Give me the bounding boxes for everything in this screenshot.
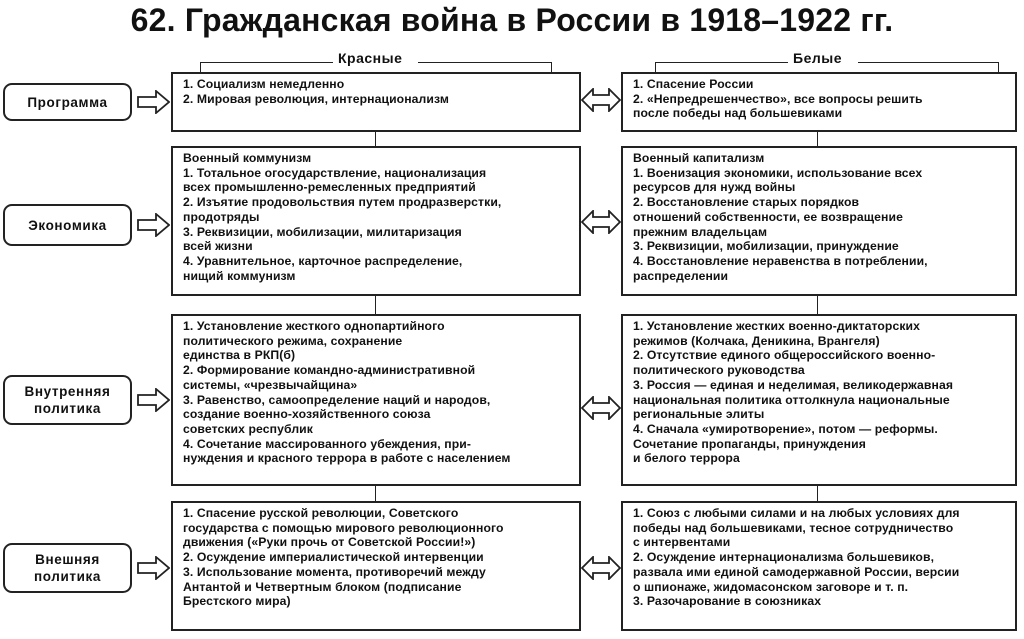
double-arrow-icon	[581, 396, 621, 420]
text-line: региональные элиты	[633, 407, 765, 422]
text-line: 3. Равенство, самоопределение наций и народов,	[183, 392, 491, 407]
row-label-foreign-policy	[3, 543, 132, 593]
text-line: политического режима, сохранение	[183, 333, 403, 348]
right-arrow-icon	[137, 388, 170, 412]
text-line: 2. Мировая революция, интернационализм	[183, 91, 449, 106]
row-label-text: политика	[34, 401, 101, 416]
right-arrow-icon	[137, 213, 170, 237]
row-label-domestic-policy	[3, 375, 132, 425]
page-title: 62. Гражданская война в России в 1918–1922 гг.	[130, 2, 894, 38]
text-line: и белого террора	[633, 451, 740, 466]
header-connector-white	[655, 62, 788, 63]
text-line: 2. Формирование командно-административной	[183, 363, 476, 378]
header-connector-red	[418, 62, 551, 63]
text-line: Военный коммунизм	[183, 151, 312, 165]
text-line: 4. Восстановление неравенства в потреблении,	[633, 253, 928, 268]
header-connector-red	[551, 62, 552, 72]
text-line: политического руководства	[633, 363, 805, 378]
text-line: о шпионаже, жидомасонском заговоре и т. п.	[633, 579, 909, 594]
text-line: системы, «чрезвычайщина»	[183, 377, 358, 392]
text-line: 2. Отсутствие единого общероссийского военно-	[633, 348, 936, 363]
double-arrow-icon	[581, 556, 621, 580]
row-connector	[817, 486, 818, 501]
right-arrow-icon	[137, 90, 170, 114]
text-line: распределении	[633, 268, 729, 283]
text-line: 1. Установление жесткого однопартийного	[183, 319, 445, 333]
row-label-text: Экономика	[28, 217, 107, 233]
row-connector	[375, 486, 376, 501]
header-connector-white	[998, 62, 999, 72]
text-line: 4. Сочетание массированного убеждения, при-	[183, 436, 472, 451]
text-line: 2. Осуждение интернационализма большевиков,	[633, 550, 935, 565]
text-line: движения («Руки прочь от Советской России!»)	[183, 535, 476, 550]
text-line: развала ими единой самодержавной России, версии	[633, 564, 960, 579]
text-line: 1. Установление жестких военно-диктаторских	[633, 319, 921, 333]
white-program-box	[621, 72, 1017, 132]
row-connector	[817, 296, 818, 314]
row-connector	[817, 132, 818, 146]
row-connector	[375, 132, 376, 146]
text-line: создание военно-хозяйственного союза	[183, 407, 431, 422]
column-header-white: Белые	[793, 50, 842, 66]
text-line: продотряды	[183, 209, 260, 224]
text-line: 2. «Непредрешенчество», все вопросы решить	[633, 91, 923, 106]
text-line: государства с помощью мирового революционного	[183, 520, 504, 535]
text-line: 1. Тотальное огосударствление, национализация	[183, 165, 487, 180]
text-line: нуждения и красного террора в работе с населением	[183, 451, 511, 466]
text-line: 4. Уравнительное, карточное распределение,	[183, 253, 463, 268]
row-connector	[375, 296, 376, 314]
header-connector-red	[200, 62, 201, 72]
text-line: отношений собственности, ее возвращение	[633, 209, 903, 224]
text-line: Брестского мира)	[183, 594, 291, 609]
text-line: 2. Изъятие продовольствия путем продразверстки,	[183, 195, 502, 210]
text-line: советских республик	[183, 421, 313, 436]
text-line: 1. Союз с любыми силами и на любых условиях для	[633, 506, 960, 520]
text-line: Военный капитализм	[633, 151, 765, 165]
red-foreign-box	[171, 501, 581, 631]
red-domestic-box	[171, 314, 581, 486]
text-line: 1. Военизация экономики, использование всех	[633, 165, 923, 180]
white-economy-box	[621, 146, 1017, 296]
text-line: 1. Спасение русской революции, Советского	[183, 506, 459, 520]
row-label-text: Программа	[27, 94, 108, 110]
column-header-red: Красные	[338, 50, 403, 66]
row-label-text: политика	[34, 569, 101, 584]
text-line: режимов (Колчака, Деникина, Врангеля)	[633, 333, 880, 348]
header-connector-red	[200, 62, 333, 63]
row-label-program	[3, 83, 132, 121]
text-line: ресурсов для нужд войны	[633, 180, 796, 195]
text-line: 3. Реквизиции, мобилизации, милитаризация	[183, 224, 462, 239]
red-program-box	[171, 72, 581, 132]
right-arrow-icon	[137, 556, 170, 580]
text-line: 3. Россия — единая и неделимая, великодержавная	[633, 377, 954, 392]
text-line: национальная политика оттолкнула национальные	[633, 392, 950, 407]
text-line: победы над большевиками, тесное сотрудничество	[633, 520, 954, 535]
white-foreign-box	[621, 501, 1017, 631]
text-line: 3. Разочарование в союзниках	[633, 594, 822, 609]
row-label-text: Внешняя	[35, 552, 100, 567]
row-label-economy	[3, 204, 132, 246]
header-connector-white	[655, 62, 656, 72]
text-line: единства в РКП(б)	[183, 348, 296, 363]
text-line: 1. Социализм немедленно	[183, 77, 345, 91]
text-line: 2. Осуждение империалистической интервенции	[183, 550, 484, 565]
text-line: всей жизни	[183, 239, 253, 254]
white-domestic-box	[621, 314, 1017, 486]
double-arrow-icon	[581, 88, 621, 112]
red-economy-box	[171, 146, 581, 296]
text-line: с интервентами	[633, 535, 731, 550]
text-line: всех промышленно-ремесленных предприятий	[183, 180, 476, 195]
text-line: 4. Сначала «умиротворение», потом — реформы.	[633, 421, 938, 436]
header-connector-white	[858, 62, 998, 63]
row-label-text: Внутренняя	[24, 384, 111, 399]
text-line: 1. Спасение России	[633, 77, 754, 91]
text-line: Антантой и Четвертным блоком (подписание	[183, 579, 462, 594]
text-line: нищий коммунизм	[183, 268, 296, 283]
text-line: прежним владельцам	[633, 224, 768, 239]
text-line: 3. Использование момента, противоречий между	[183, 564, 486, 579]
double-arrow-icon	[581, 210, 621, 234]
text-line: 2. Восстановление старых порядков	[633, 195, 860, 210]
text-line: Сочетание пропаганды, принуждения	[633, 436, 866, 451]
text-line: после победы над большевиками	[633, 106, 843, 121]
text-line: 3. Реквизиции, мобилизации, принуждение	[633, 239, 899, 254]
